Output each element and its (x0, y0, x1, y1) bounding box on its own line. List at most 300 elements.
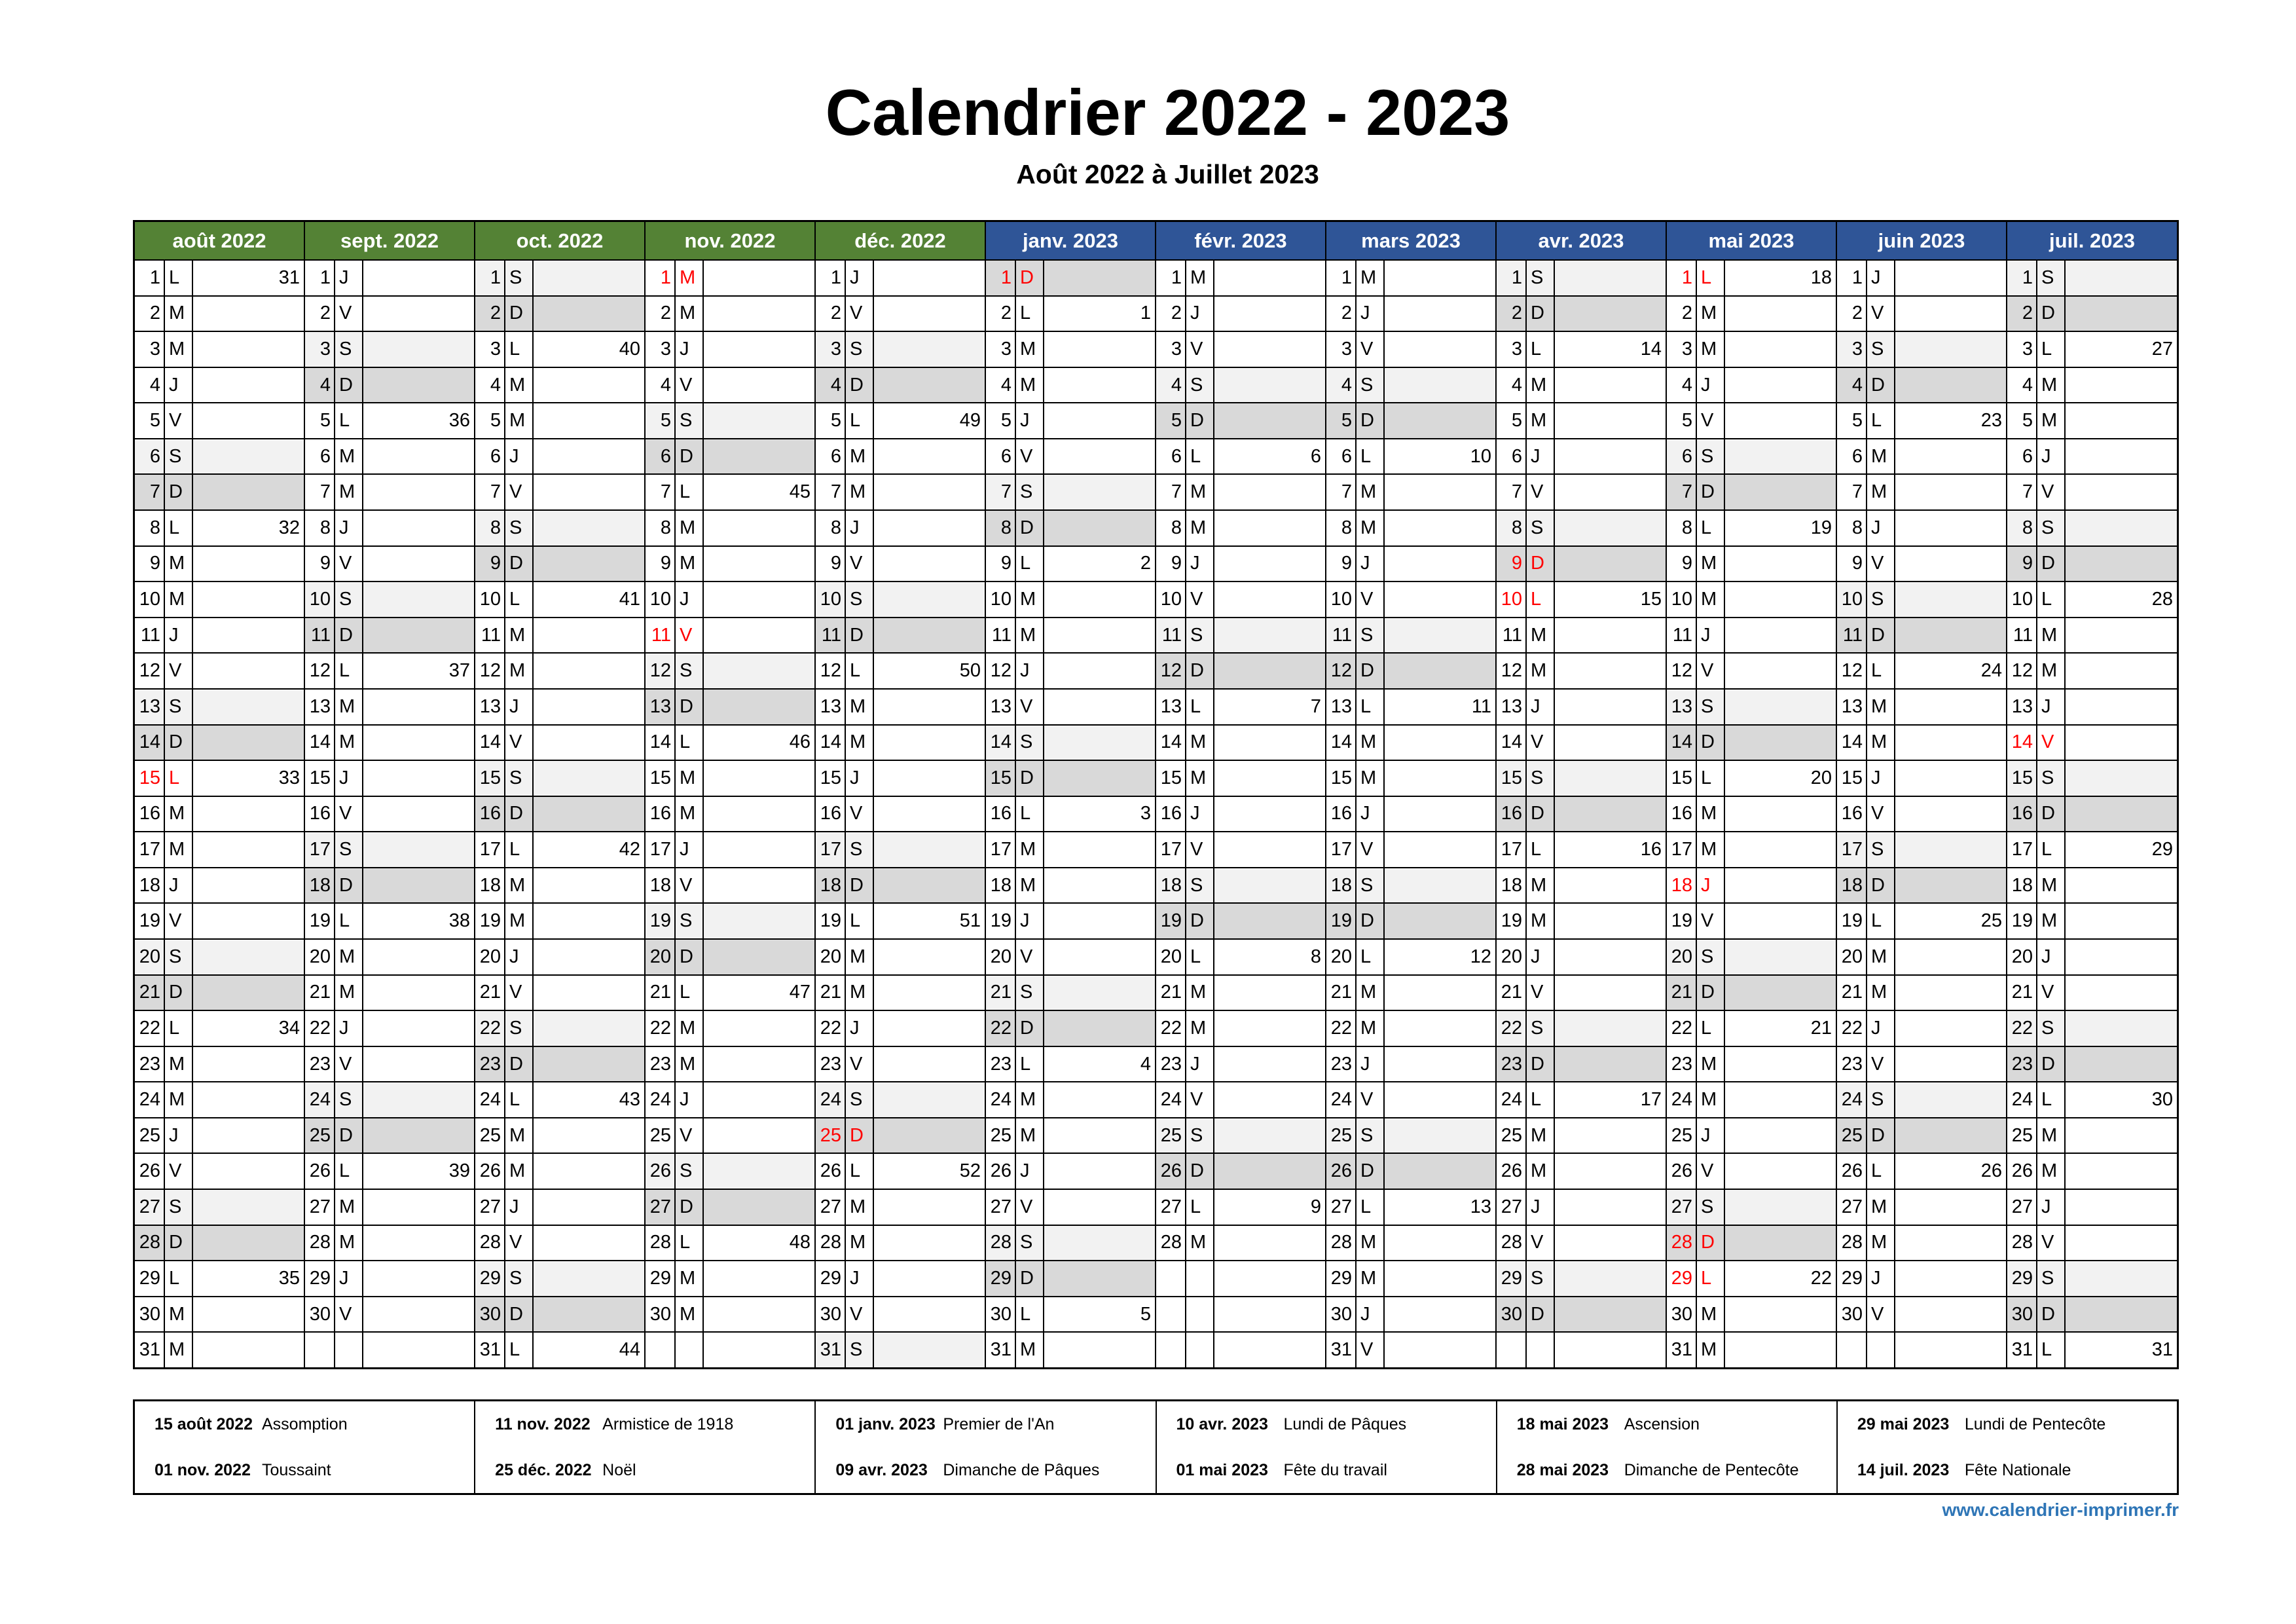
week-number (1895, 1297, 2006, 1332)
week-number (1385, 1154, 1495, 1189)
week-number (363, 439, 474, 474)
day-number: 29 (646, 1261, 676, 1296)
week-number: 46 (789, 731, 811, 753)
day-row (816, 832, 985, 868)
day-of-week: S (1697, 1190, 1725, 1225)
week-number (1385, 1118, 1495, 1153)
holiday-name: Toussaint (262, 1460, 331, 1479)
day-row (475, 261, 644, 297)
day-number: 24 (1156, 1082, 1186, 1117)
day-number: 8 (646, 511, 676, 545)
day-row (986, 1297, 1155, 1333)
day-number: 5 (1667, 403, 1697, 438)
day-row (1667, 1261, 1836, 1297)
day-number: 12 (816, 654, 846, 688)
day-number: 20 (1497, 940, 1527, 974)
day-of-week: J (1186, 797, 1214, 832)
day-row (986, 547, 1155, 583)
day-number: 22 (1326, 1011, 1357, 1046)
day-of-week: J (1016, 904, 1044, 938)
week-number (534, 511, 644, 545)
holiday-item (816, 1447, 1155, 1493)
day-row (1837, 403, 2006, 439)
day-number: 11 (986, 618, 1016, 653)
week-number (193, 832, 304, 867)
day-number: 23 (475, 1047, 505, 1082)
day-of-week: L (1867, 1154, 1895, 1189)
week-number (2066, 439, 2177, 474)
day-row (646, 1226, 814, 1262)
day-row (135, 868, 304, 904)
day-of-week: S (676, 403, 704, 438)
day-number: 18 (2007, 868, 2037, 903)
day-number: 8 (1837, 511, 1867, 545)
week-number (1214, 547, 1325, 581)
day-row (2007, 1011, 2177, 1047)
day-row (646, 904, 814, 940)
week-number (1895, 1226, 2006, 1261)
day-number: 12 (305, 654, 335, 688)
day-row (135, 297, 304, 333)
week-number: 27 (2151, 338, 2173, 360)
day-of-week: D (1016, 1011, 1044, 1046)
day-row (986, 976, 1155, 1012)
day-of-week: M (165, 1047, 193, 1082)
day-of-week: S (1867, 332, 1895, 367)
week-number (1895, 832, 2006, 867)
day-of-week: L (505, 582, 534, 617)
week-number (1044, 1261, 1155, 1296)
day-of-week: S (1016, 475, 1044, 509)
day-number: 25 (1837, 1118, 1867, 1153)
week-number (1044, 1226, 1155, 1261)
month-column (816, 222, 986, 1367)
day-number: 16 (305, 797, 335, 832)
day-row (135, 1154, 304, 1190)
day-number: 21 (135, 976, 165, 1010)
holiday-item (475, 1401, 814, 1447)
day-of-week: M (2037, 403, 2066, 438)
day-row (305, 1047, 474, 1083)
day-row (2007, 832, 2177, 868)
day-row (1326, 582, 1495, 618)
day-number: 27 (1837, 1190, 1867, 1225)
day-row (475, 726, 644, 762)
day-of-week: M (1357, 761, 1385, 796)
day-row (135, 726, 304, 762)
week-number (1555, 547, 1666, 581)
holiday-name: Ascension (1624, 1414, 1700, 1433)
day-row (816, 368, 985, 404)
day-of-week: M (1867, 1226, 1895, 1261)
day-of-week: M (1186, 726, 1214, 760)
day-of-week: L (165, 261, 193, 295)
day-number: 24 (475, 1082, 505, 1117)
day-row (646, 547, 814, 583)
holiday-date: 01 janv. 2023 (835, 1414, 936, 1433)
day-number: 24 (1837, 1082, 1867, 1117)
day-row (475, 690, 644, 726)
day-row (986, 1118, 1155, 1154)
holiday-item (1497, 1401, 1836, 1447)
week-number (1555, 940, 1666, 974)
day-of-week: M (1697, 297, 1725, 331)
week-number (1385, 654, 1495, 688)
day-row (475, 1047, 644, 1083)
day-number: 2 (305, 297, 335, 331)
day-row (986, 582, 1155, 618)
day-row (1326, 940, 1495, 976)
day-of-week: S (2037, 1261, 2066, 1296)
week-number (534, 1011, 644, 1046)
day-of-week: D (2037, 1047, 2066, 1082)
week-number (193, 726, 304, 760)
day-number: 13 (135, 690, 165, 724)
day-of-week: S (846, 582, 874, 617)
day-number: 6 (2007, 439, 2037, 474)
week-number (874, 976, 985, 1010)
day-of-week: S (1357, 1118, 1385, 1153)
week-number: 7 (1310, 695, 1321, 717)
week-number (704, 1011, 814, 1046)
day-of-week: L (1867, 904, 1895, 938)
day-of-week: M (1697, 1297, 1725, 1332)
week-number (704, 511, 814, 545)
day-of-week: J (846, 511, 874, 545)
day-row (135, 1118, 304, 1154)
month-column (135, 222, 305, 1367)
day-of-week: V (1016, 439, 1044, 474)
day-number: 24 (646, 1082, 676, 1117)
day-number: 29 (135, 1261, 165, 1296)
day-number: 9 (1837, 547, 1867, 581)
day-number: 4 (1156, 368, 1186, 403)
day-number: 21 (816, 976, 846, 1010)
day-number: 9 (1497, 547, 1527, 581)
week-number: 37 (448, 660, 470, 682)
week-number (193, 1190, 304, 1225)
day-of-week: J (846, 761, 874, 796)
empty-day-row (1156, 1333, 1325, 1367)
day-of-week (1867, 1333, 1895, 1367)
day-number: 28 (1667, 1226, 1697, 1261)
day-number: 19 (1667, 904, 1697, 938)
day-number: 8 (2007, 511, 2037, 545)
day-number: 13 (816, 690, 846, 724)
day-number: 30 (1667, 1297, 1697, 1332)
week-number (1385, 761, 1495, 796)
day-number: 6 (305, 439, 335, 474)
day-of-week: L (1527, 582, 1555, 617)
day-of-week: J (165, 868, 193, 903)
day-number: 10 (1156, 582, 1186, 617)
holiday-date: 01 nov. 2022 (155, 1460, 251, 1479)
week-number: 43 (619, 1089, 640, 1111)
day-of-week: D (1527, 297, 1555, 331)
day-of-week: L (676, 1226, 704, 1261)
week-number (2066, 868, 2177, 903)
week-number: 49 (959, 410, 981, 432)
day-of-week: D (1867, 368, 1895, 403)
day-row (2007, 940, 2177, 976)
website-link[interactable]: www.calendrier-imprimer.fr (1942, 1500, 2179, 1520)
day-of-week: J (1357, 547, 1385, 581)
day-number: 31 (135, 1333, 165, 1367)
day-of-week: D (1186, 403, 1214, 438)
day-row (1837, 1047, 2006, 1083)
day-of-week: V (676, 868, 704, 903)
day-of-week: J (1016, 654, 1044, 688)
week-number (2066, 475, 2177, 509)
day-row (1667, 1154, 1836, 1190)
week-number (1044, 1333, 1155, 1367)
day-number: 17 (1837, 832, 1867, 867)
day-of-week: L (846, 403, 874, 438)
day-row (816, 1154, 985, 1190)
day-of-week: M (1186, 1011, 1214, 1046)
week-number (1385, 475, 1495, 509)
day-row (2007, 976, 2177, 1012)
day-of-week: M (165, 1297, 193, 1332)
day-of-week: D (2037, 547, 2066, 581)
week-number (363, 261, 474, 295)
day-number: 7 (2007, 475, 2037, 509)
day-row (135, 368, 304, 404)
day-of-week: J (1186, 547, 1214, 581)
week-number (2066, 940, 2177, 974)
week-number (534, 1226, 644, 1261)
day-of-week: D (2037, 1297, 2066, 1332)
week-number (193, 332, 304, 367)
week-number (1385, 332, 1495, 367)
day-of-week: M (1697, 582, 1725, 617)
day-of-week: J (1697, 1118, 1725, 1153)
day-row (816, 332, 985, 368)
day-row (646, 439, 814, 475)
day-of-week: J (2037, 1190, 2066, 1225)
day-number: 26 (816, 1154, 846, 1189)
day-of-week: L (1016, 797, 1044, 832)
day-of-week: M (676, 547, 704, 581)
week-number (704, 1297, 814, 1332)
week-number (1725, 976, 1836, 1010)
day-of-week: L (1186, 940, 1214, 974)
day-number: 13 (646, 690, 676, 724)
week-number (363, 1047, 474, 1082)
day-row (1667, 904, 1836, 940)
holiday-date: 14 juil. 2023 (1857, 1460, 1950, 1479)
day-of-week: L (505, 832, 534, 867)
week-number (193, 976, 304, 1010)
day-of-week: S (505, 511, 534, 545)
week-number: 13 (1470, 1196, 1491, 1217)
day-row (135, 940, 304, 976)
week-number (193, 1082, 304, 1117)
day-of-week: V (1527, 726, 1555, 760)
month-column (1156, 222, 1326, 1367)
week-number: 1 (1140, 303, 1151, 324)
day-number: 5 (1156, 403, 1186, 438)
day-number: 23 (1497, 1047, 1527, 1082)
day-row (646, 1261, 814, 1297)
day-row (1326, 1047, 1495, 1083)
day-number: 20 (986, 940, 1016, 974)
week-number (1044, 868, 1155, 903)
day-row (2007, 1047, 2177, 1083)
day-number: 4 (1667, 368, 1697, 403)
day-row (475, 368, 644, 404)
day-number: 28 (1497, 1226, 1527, 1261)
day-of-week: M (1186, 475, 1214, 509)
day-number: 29 (1667, 1261, 1697, 1296)
week-number (704, 868, 814, 903)
day-of-week: D (1527, 1047, 1555, 1082)
week-number (1214, 654, 1325, 688)
holiday-date: 11 nov. 2022 (495, 1414, 591, 1433)
week-number (1385, 976, 1495, 1010)
day-number: 16 (1156, 797, 1186, 832)
week-number (1725, 368, 1836, 403)
week-number (1214, 332, 1325, 367)
day-number: 12 (1156, 654, 1186, 688)
week-number (363, 761, 474, 796)
week-number (1214, 726, 1325, 760)
month-header: mars 2023 (1326, 222, 1495, 261)
week-number (704, 1333, 814, 1367)
day-of-week: S (505, 1011, 534, 1046)
day-row (135, 1047, 304, 1083)
day-of-week: M (846, 976, 874, 1010)
day-number: 4 (986, 368, 1016, 403)
day-of-week: V (335, 1047, 363, 1082)
week-number (874, 797, 985, 832)
day-row (1667, 940, 1836, 976)
day-of-week: J (1867, 1011, 1895, 1046)
day-of-week: J (846, 261, 874, 295)
day-number: 4 (305, 368, 335, 403)
day-row (646, 332, 814, 368)
day-of-week: M (1527, 654, 1555, 688)
day-of-week: S (676, 1154, 704, 1189)
day-of-week: L (1867, 654, 1895, 688)
day-of-week: J (1527, 690, 1555, 724)
day-of-week: J (1697, 618, 1725, 653)
empty-day-row (1156, 1261, 1325, 1297)
day-row (475, 1226, 644, 1262)
day-row (1497, 1190, 1666, 1226)
week-number (534, 439, 644, 474)
day-row (1837, 1226, 2006, 1262)
week-number (1725, 726, 1836, 760)
day-row (1667, 797, 1836, 833)
day-of-week: L (1357, 690, 1385, 724)
day-number: 5 (816, 403, 846, 438)
holiday-item (1497, 1447, 1836, 1493)
day-of-week: D (1016, 261, 1044, 295)
day-of-week: D (1697, 976, 1725, 1010)
day-row (1326, 1082, 1495, 1118)
day-of-week: S (165, 690, 193, 724)
week-number (2066, 726, 2177, 760)
day-row (1837, 832, 2006, 868)
day-number: 22 (1156, 1011, 1186, 1046)
day-of-week: D (1357, 904, 1385, 938)
day-of-week: V (505, 976, 534, 1010)
week-number (193, 1297, 304, 1332)
day-of-week: M (335, 1226, 363, 1261)
day-row (1667, 368, 1836, 404)
day-number: 7 (1326, 475, 1357, 509)
day-of-week: D (2037, 797, 2066, 832)
week-number (534, 1047, 644, 1082)
day-of-week: S (2037, 511, 2066, 545)
day-row (816, 1333, 985, 1367)
day-number: 26 (1156, 1154, 1186, 1189)
day-of-week: J (1186, 1047, 1214, 1082)
day-number: 14 (1326, 726, 1357, 760)
day-row (986, 332, 1155, 368)
day-number: 21 (1667, 976, 1697, 1010)
day-number: 1 (986, 261, 1016, 295)
day-of-week: V (1186, 1082, 1214, 1117)
day-of-week: M (1697, 1047, 1725, 1082)
day-row (475, 1297, 644, 1333)
day-row (986, 1011, 1155, 1047)
day-of-week: S (2037, 761, 2066, 796)
week-number (534, 761, 644, 796)
week-number (1895, 1190, 2006, 1225)
day-number: 26 (1667, 1154, 1697, 1189)
holiday-item (1838, 1401, 2177, 1447)
week-number (1044, 582, 1155, 617)
day-row (305, 940, 474, 976)
day-of-week: V (165, 1154, 193, 1189)
day-of-week: L (1697, 1011, 1725, 1046)
day-number: 4 (475, 368, 505, 403)
day-number: 29 (305, 1261, 335, 1296)
day-number: 15 (986, 761, 1016, 796)
day-of-week: J (1527, 1190, 1555, 1225)
day-row (2007, 1190, 2177, 1226)
day-row (1837, 547, 2006, 583)
day-of-week: M (1016, 582, 1044, 617)
day-number: 13 (986, 690, 1016, 724)
day-row (816, 1082, 985, 1118)
day-number: 8 (305, 511, 335, 545)
day-number: 16 (1837, 797, 1867, 832)
day-row (1156, 618, 1325, 654)
day-row (1497, 940, 1666, 976)
day-of-week: V (1867, 1297, 1895, 1332)
day-row (986, 1226, 1155, 1262)
week-number (363, 797, 474, 832)
day-of-week: J (846, 1261, 874, 1296)
day-number: 18 (1497, 868, 1527, 903)
week-number (874, 726, 985, 760)
day-of-week: D (505, 297, 534, 331)
day-of-week (335, 1333, 363, 1367)
week-number: 10 (1470, 445, 1491, 467)
day-number: 18 (305, 868, 335, 903)
week-number (363, 832, 474, 867)
day-row (1326, 261, 1495, 297)
day-number: 10 (1326, 582, 1357, 617)
holiday-item (475, 1447, 814, 1493)
day-row (646, 297, 814, 333)
week-number (1725, 618, 1836, 653)
day-row (475, 618, 644, 654)
week-number (1385, 832, 1495, 867)
